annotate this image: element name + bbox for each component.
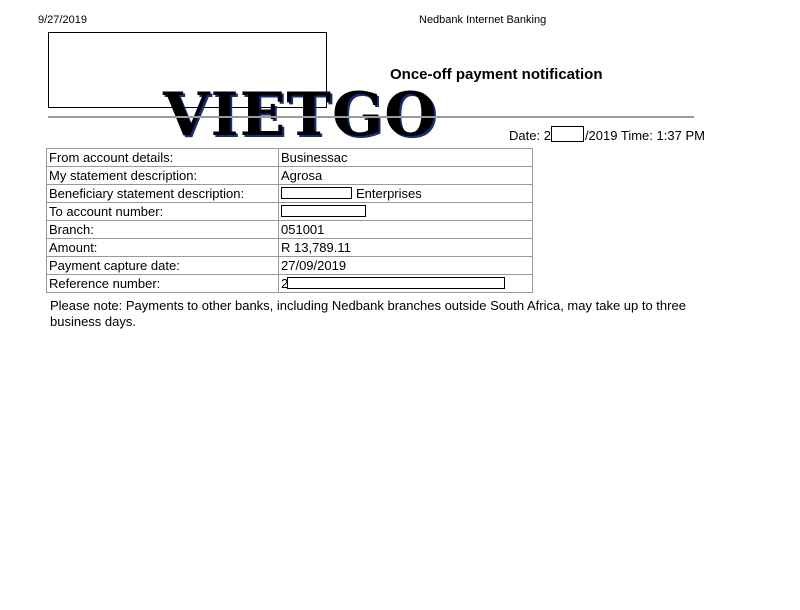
row-label: Payment capture date: (47, 257, 279, 275)
row-value-cell (279, 203, 533, 221)
row-label: Amount: (47, 239, 279, 257)
row-value: Agrosa (279, 167, 533, 185)
table-row (47, 221, 533, 239)
print-date: 9/27/2019 (38, 14, 87, 26)
date-suffix: /2019 (584, 128, 618, 143)
table-row (47, 185, 533, 203)
watermark-logo: VIETGO (163, 80, 438, 150)
row-value-cell (279, 185, 533, 203)
date-label: Date: (509, 128, 541, 143)
table-row (47, 149, 533, 167)
table-row (47, 203, 533, 221)
payment-note: Please note: Payments to other banks, including Nedbank branches outside South Africa, may take up to three business days. (50, 298, 686, 329)
time-label: Time: (620, 128, 653, 143)
payment-details-table (46, 148, 533, 293)
redacted-field (281, 205, 366, 217)
table-row (47, 167, 533, 185)
row-value: 2 (281, 276, 289, 291)
table-row (47, 257, 533, 275)
row-label: To account number: (47, 203, 279, 221)
print-site-title: Nedbank Internet Banking (419, 14, 547, 26)
row-label: Reference number: (47, 275, 279, 293)
divider (48, 116, 694, 118)
row-value: Businessac (279, 149, 533, 167)
date-prefix: 2 (543, 128, 551, 143)
row-value: Enterprises (356, 186, 422, 201)
page-title: Once-off payment notification (390, 66, 603, 83)
row-label: My statement description: (47, 167, 279, 185)
row-value-cell (279, 275, 533, 293)
payment-datetime (509, 126, 705, 143)
redacted-date (551, 126, 584, 142)
row-value: R 13,789.11 (279, 239, 533, 257)
table-row (47, 275, 533, 293)
redacted-field (287, 277, 505, 289)
redacted-field (281, 187, 352, 199)
table-row (47, 239, 533, 257)
row-value: 27/09/2019 (279, 257, 533, 275)
row-value: 051001 (279, 221, 533, 239)
row-label: Branch: (47, 221, 279, 239)
time-value: 1:37 PM (656, 128, 705, 143)
row-label: Beneficiary statement description: (47, 185, 279, 203)
row-label: From account details: (47, 149, 279, 167)
